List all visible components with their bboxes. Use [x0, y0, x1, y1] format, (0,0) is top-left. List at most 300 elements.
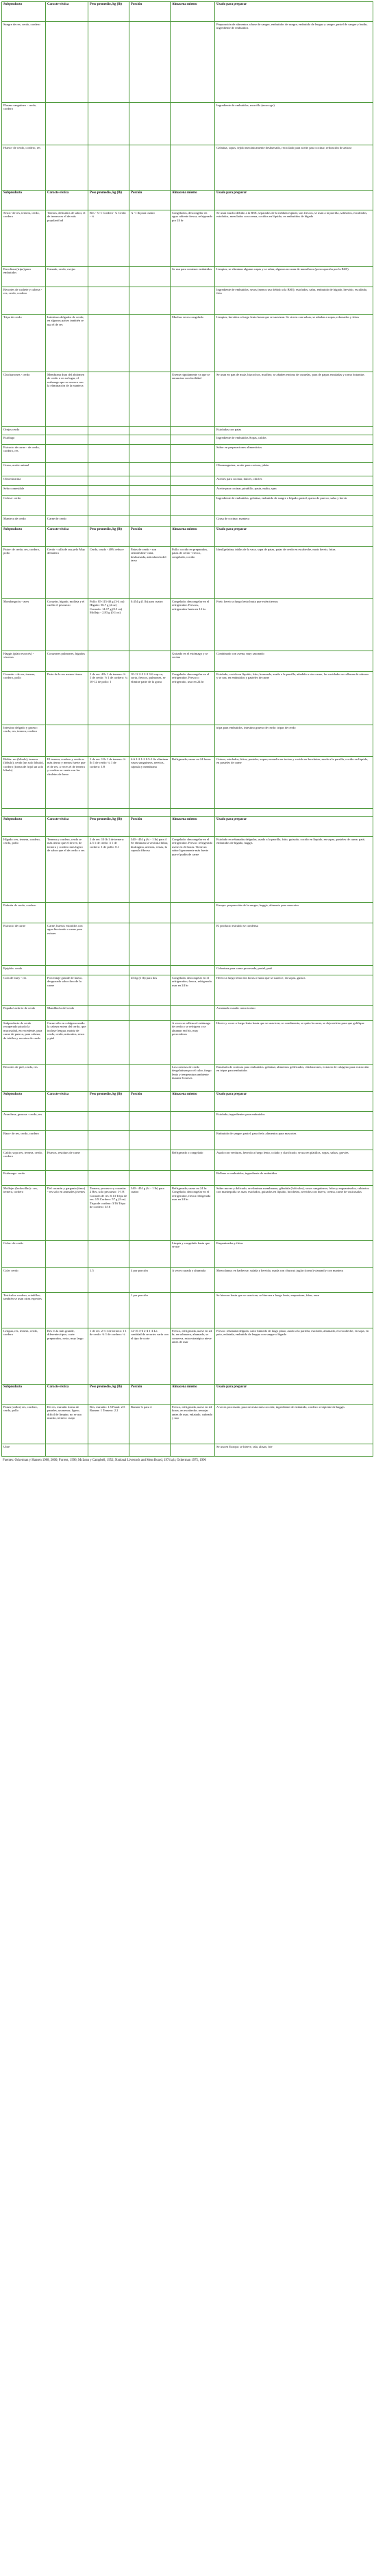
table-row	[2, 445, 373, 463]
table-cell: Los cortezas de cerdo desgelatinan por el calor, fuego lento y temperatura ambiente durante 6 meses	[171, 1065, 215, 1092]
table-cell: Pollo: cocido en preparados, patas de cerdo - fresco, congelado, cocido	[171, 547, 215, 599]
table-cell: Fresco: rebanada delgada, calor húmedo de largo plazo, asado a la parrilla, estofado, ahumado, en escabeche, en sopa, en pato, enlatada, embutido de lengua con sangre o hígado	[215, 1328, 373, 1385]
table-cell: Colas- de cerdo	[2, 1241, 46, 1268]
table-cell: Se usa para contener embutidos	[171, 267, 215, 287]
column-header: Usado para preparar	[215, 1385, 373, 1405]
table-cell: Envoltura (tripa) para embutidos	[2, 267, 46, 287]
table-cell	[129, 315, 171, 372]
column-header: Subproducto	[2, 1092, 46, 1112]
column-header: Porción	[129, 1385, 171, 1405]
table-cell	[88, 287, 129, 315]
column-header: Caracte-rística	[46, 191, 88, 210]
table-cell: Extracto de carne	[2, 923, 46, 966]
table-cell: Carne, huesos extraídos con agua hirviendo o carne para extraer	[46, 923, 88, 966]
table-cell: Cerdo, crudo - 48% reduce	[88, 547, 129, 599]
table-cell: Se usan en pan de maíz, bizcochos, muffins; se añaden encima de cazuelas, para de papas ensaladas y como botanitas	[215, 372, 373, 427]
table-row	[2, 672, 373, 725]
table-cell	[88, 1131, 129, 1150]
table-cell	[88, 1065, 129, 1092]
table-cell	[88, 315, 129, 372]
table-cell	[129, 103, 171, 145]
table-row	[2, 1112, 373, 1131]
table-cell	[46, 287, 88, 315]
table-cell: Empanizadas y fritas	[215, 1241, 373, 1268]
table-cell	[46, 145, 88, 191]
table-cell: Congelado: descongelar en el refrigerador. Fresco o refrigerado, usar en 24 hr	[171, 672, 215, 725]
table-cell	[171, 22, 215, 103]
table-cell: 340 - 454 g (¾ - 1 lb) para cuatro	[129, 1186, 171, 1241]
table-cell	[129, 903, 171, 923]
table-cell: Se usan mucho debido a la BSE, separados de la médula espinal, son frescos, se usan a la parrilla, salteados, escalfados, estofados, mezclados con crema, cocidos en líquido, en embutidos de hígado	[215, 210, 373, 267]
table-cell: Hueso- de cerdo, cordero, res	[2, 145, 46, 191]
table-row	[2, 1241, 373, 1268]
header-row	[2, 191, 373, 210]
table-cell: Congelado; descongelar en el refrigerador. Frescos, refrigerados hasta en 12 hr.	[171, 599, 215, 651]
table-cell: Oleomargarina, aceite para cocinar, jabón	[215, 463, 373, 476]
table-cell: Emulsión de cortezas para embutidos; gelatina; alimentos gelificados, chicharrones, extracto de colágeno para extracción en tripas para embutidos	[215, 1065, 373, 1092]
table-cell: Corazón - de res, ternera, cordero, pollo	[2, 672, 46, 725]
column-header: Almacena miento	[171, 2, 215, 22]
table-cell	[129, 372, 171, 427]
column-header: Subproducto	[2, 1385, 46, 1405]
table-cell	[129, 1065, 171, 1092]
table-cell: Ganado, cerdo, ovejas	[46, 267, 88, 287]
table-cell: Cola- cerdo	[2, 1268, 46, 1293]
table-row	[2, 476, 373, 486]
table-cell: Porcentaje grande de hueso, desgarrado sabor fino de la carne	[46, 975, 88, 1006]
table-cell	[46, 103, 88, 145]
table-cell: 12-16 3-6 2-4 1-4 La cantidad de recortes varía con el tipo de corte	[129, 1328, 171, 1385]
table-cell	[129, 923, 171, 966]
column-header: Caracte-rística	[46, 817, 88, 837]
table-cell: Res - ¾-1 Cordero- ¼ Cerdo - ¼	[88, 210, 129, 267]
table-cell	[88, 103, 129, 145]
table-row	[2, 496, 373, 516]
table-cell: Corazón, hígado, molleja y el cuello el pescuezo	[46, 599, 88, 651]
table-cell: Preparación de alimentos a base de sangre, embutidos de sangre, embutido de lengua y sangre, pastel de sangre y budín, ingrediente de embutidos	[215, 22, 373, 103]
table-cell	[171, 445, 215, 463]
column-header: Porción	[129, 817, 171, 837]
column-header: Usado para preparar	[215, 1092, 373, 1112]
table-cell: Cola de buey - res	[2, 975, 46, 1006]
column-header: Subproducto	[2, 2, 46, 22]
table-cell: Congelados, descongelar en agua caliente fresca, refrigerado por 24 hr	[171, 210, 215, 267]
table-cell	[171, 145, 215, 191]
column-header: Porción	[129, 1092, 171, 1112]
table-cell: Patos de cerdo - son semidesline- rada, deshuesada, articulación del tarso	[129, 547, 171, 599]
column-header: Usado para preparar	[215, 527, 373, 547]
table-cell: Combinado con avena, muy sazonado	[215, 651, 373, 672]
table-cell	[46, 1112, 88, 1131]
table-cell: Huesos, residuos de carne	[46, 1150, 88, 1171]
table-cell: Intestino delgado y grueso: cerdo, res, ternera, cordero	[2, 725, 46, 757]
column-header: Peso promedio, kg (lb)	[88, 817, 129, 837]
table-cell	[46, 435, 88, 445]
table-cell: Ternera y cordero, cerdo se más tierno que el de res; de ternera y cordero más ligero de sabor que el de cerdo o res	[46, 837, 88, 903]
table-cell: Ingrediente de embutidos, morcilla (morcogo)	[215, 103, 373, 145]
table-cell	[129, 267, 171, 287]
table-cell: A menudo curado como tocino	[215, 1006, 373, 1021]
table-cell: Estofado, cocido en líquido, frito, horneado, asado a la parrilla, añadido a otra carne, las cavidades se rellenan de adereso y se usa, en embutidos y pasteles de carne	[215, 672, 373, 725]
table-cell: Caldo; sopa res, ternera, cerdo, cordero	[2, 1150, 46, 1171]
table-cell	[129, 145, 171, 191]
table-cell: Ideal/gelatina, tablas de la vaca, sopa de patas, patas de cerdo en escabeche, nazis hervir, fritas	[215, 547, 373, 599]
table-cell	[129, 1444, 171, 1457]
table-cell: Haggis (plato escocés) - vísceras	[2, 651, 46, 672]
column-header: Almacena miento	[171, 191, 215, 210]
table-cell	[2, 809, 46, 817]
table-cell: 4 por porción	[129, 1268, 171, 1293]
table-cell	[171, 809, 215, 817]
table-row	[2, 1006, 373, 1021]
table-row	[2, 837, 373, 903]
table-cell: Tiernos, delicados de sabor, el de ternera es el de más popularid ad	[46, 210, 88, 267]
table-cell	[129, 1241, 171, 1268]
table-cell: 454 g (1 lb) para dos	[129, 975, 171, 1006]
table-cell	[46, 476, 88, 486]
table-cell	[88, 372, 129, 427]
table-cell	[88, 809, 129, 817]
table-cell	[129, 725, 171, 757]
table-cell	[88, 1293, 129, 1328]
table-cell: Sangre de res, cerdo, cordero	[2, 22, 46, 103]
table-cell: Arrachera, grasosa - cerdo, res	[2, 1112, 46, 1131]
table-cell	[46, 445, 88, 463]
table-row	[2, 903, 373, 923]
table-cell: Recortes de cachete y cabeza - res, cerdo, cordero	[2, 287, 46, 315]
table-cell	[88, 476, 129, 486]
table-row	[2, 516, 373, 527]
table-cell: Se hierven hasta que se suavicen, se hierven a fuego lento, empanizan, fríen, asan	[215, 1293, 373, 1328]
column-header: Almacena miento	[171, 817, 215, 837]
table-cell: 340 - 454 g (¾ - 1 lb) para 4 Se eliminan la vesícula biliar, diafragma, arterias, venas, la capsula fibrosa	[129, 837, 171, 903]
table-cell	[129, 22, 171, 103]
table-cell: Plasma sanguíneo - cerdo, cordero	[2, 103, 46, 145]
table-cell: Ingrediente de embutidos, gelatina, embutido de sangre e hígado; pastel, queso de puerco, salsa y hervir	[215, 496, 373, 516]
header-row	[2, 2, 373, 22]
table-cell	[171, 463, 215, 476]
column-header: Peso promedio, kg (lb)	[88, 527, 129, 547]
table-cell: ¼ -1 lb para cuatro	[129, 210, 171, 267]
table-cell: Congelada; descongelar en el refrigerador; fresca, refrigerada usar en 24 hr	[171, 975, 215, 1006]
table-row	[2, 1293, 373, 1328]
table-cell	[46, 1293, 88, 1328]
table-cell	[46, 725, 88, 757]
table-cell: Relleno se embutidos, ingrediente de embutidos	[215, 1171, 373, 1186]
table-cell	[88, 516, 129, 527]
table-cell: Cobertura para carne procesada, pastel, paté	[215, 966, 373, 975]
table-cell: Ternera, pecuez o-y corazón: 2 Res, solo pescuezo: 1-1/8 Corazón de res: 0.13 Tripa de res: 1/8 Cordero: 57 g (2 oz) Tripa de cordero: 3/16 Tripa de cordero: 3/16	[88, 1186, 129, 1241]
table-cell	[129, 287, 171, 315]
table-cell	[88, 145, 129, 191]
table-cell: Res, estriado: 1.5 Panal: 2.5 Rumen: 1 Ternero: 2.2	[88, 1405, 129, 1444]
table-cell: 1 por porción	[129, 1293, 171, 1328]
table-row	[2, 725, 373, 757]
header-row	[2, 1092, 373, 1112]
table-row	[2, 486, 373, 496]
table-row	[2, 1186, 373, 1241]
table-cell	[129, 1150, 171, 1171]
column-header: Caracte-rística	[46, 1092, 88, 1112]
table-cell	[46, 496, 88, 516]
table-cell: Hervir a fuego lento dos horas o hasta que se suavice, en sopas, guisos	[215, 975, 373, 1006]
table-cell	[46, 1268, 88, 1293]
table-cell: Gelatina, sopas, tejido mecánicamente deshuesado, recicilado para aceite para cocinar, refinación de azúcar	[215, 145, 373, 191]
table-cell: Congelado: descongelar en el refrigerador. Fresco: refrigerado usese en 24 horas. Tiene un sabor ligeramente más fuerte que el pudín de carne	[171, 837, 215, 903]
table-cell: Manteca de cerdo	[2, 516, 46, 527]
table-cell: Limpios, se eliminan algunas capas y se salan, algunos no usan de mamíferos (preocupación por la BSE)	[215, 267, 373, 287]
table-row	[2, 923, 373, 966]
table-row	[2, 975, 373, 1006]
table-cell: Embutido de sangre; pastel, para freír; alimentos para mascotes	[215, 1131, 373, 1150]
table-cell: tripa para embutidos, intestino grueso de cerdo: tripas de cerdo	[215, 725, 373, 757]
table-cell	[88, 427, 129, 435]
table-cell	[88, 725, 129, 757]
table-cell: Ingrediente de embutidos Sopas, caldos	[215, 435, 373, 445]
table-cell	[88, 651, 129, 672]
table-cell: Epiplón: cerdo	[2, 966, 46, 975]
table-row	[2, 287, 373, 315]
table-cell: 0.454 g (1 lb) para cuatro	[129, 599, 171, 651]
table-cell	[129, 427, 171, 435]
table-cell	[88, 22, 129, 103]
table-cell	[46, 1241, 88, 1268]
table-cell: Membrana dura del abdomen de cerdo o en su lugar, el estómago que se reserva con la eliminación de la manteca	[46, 372, 88, 427]
table-cell: 1.5	[88, 1268, 129, 1293]
table-cell: Riñón: res (lóbulo), ternera (lóbulo), cerdo (un solo lóbulo), cordero (forma de frijol un solo lóbulo)	[2, 757, 46, 809]
column-header: Peso promedio, kg (lb)	[88, 191, 129, 210]
table-cell: Estofado en rebanadas delgadas, asado a la parrilla, frito, guisado, cocido en líquido, en sopas, pasteles de carne, paté, embutidos de hígado, haggis	[215, 837, 373, 903]
table-cell: 1 de res: 10 lb 1 de ternera: 2.5 1 de cerdo: 3 1 de cordero: 1 de pollo: 0.1	[88, 837, 129, 903]
table-row	[2, 809, 373, 817]
table-cell: Hígado: res, ternera, cordero, cerdo, pollo	[2, 837, 46, 903]
table-cell: Mondongo/as - aves	[2, 599, 46, 651]
table-row	[2, 1444, 373, 1457]
table-cell	[129, 1021, 171, 1065]
column-header: Caracte-rística	[46, 2, 88, 22]
table-cell	[46, 22, 88, 103]
table-row	[2, 599, 373, 651]
table-cell: Mandíbul a del cerdo	[46, 1006, 88, 1021]
table-cell: Del corazón y garganta (timo) - res solo en animales jóvenes	[46, 1186, 88, 1241]
column-header: Peso promedio, kg (lb)	[88, 2, 129, 22]
table-cell: 10-12 2-3 2-3 3-6 cap-cu, sorta, frescos, pulmones, se elimine parte de la grasa	[129, 672, 171, 725]
table-cell	[171, 1112, 215, 1131]
header-row	[2, 1385, 373, 1405]
table-row	[2, 427, 373, 435]
table-row	[2, 22, 373, 103]
table-cell	[129, 966, 171, 975]
table-cell: Rumen ¾ para 4	[129, 1405, 171, 1444]
column-header: Almacena miento	[171, 527, 215, 547]
table-cell: Muchas veces congelado	[171, 315, 215, 372]
table-row	[2, 547, 373, 599]
table-cell: Oleoestearina	[2, 476, 46, 486]
table-cell: Usense rápidamente ya que se enrancian con facilidad	[171, 372, 215, 427]
column-header: Almacena miento	[171, 1092, 215, 1112]
table-cell	[171, 1444, 215, 1457]
table-cell: Panza (callos) res, cordero, cerdo, pollo	[2, 1405, 46, 1444]
table-cell	[171, 476, 215, 486]
table-cell: Bazo- de res, cerdo, cordero	[2, 1131, 46, 1150]
table-cell: Guisos, estofados, fritos, pasteles, sopas; envuelto en tocino y cocido en brochetas, asado a la parrilla, cocido en líquido, en pasteles de carne	[215, 757, 373, 809]
table-cell: Sebo comestible	[2, 486, 46, 496]
table-cell: Mezcolanza; en barbecue, salada y hervida, usada con chucrut; juglar (como) vianand y con manteca	[215, 1268, 373, 1293]
column-header: Subproducto	[2, 191, 46, 210]
table-cell	[129, 516, 171, 527]
table-cell	[88, 267, 129, 287]
table-cell	[129, 1171, 171, 1186]
table-cell	[171, 287, 215, 315]
table-cell	[129, 496, 171, 516]
table-cell	[88, 923, 129, 966]
table-cell	[46, 1065, 88, 1092]
table-row	[2, 1065, 373, 1092]
table-cell: Papada/cache te de cerdo	[2, 1006, 46, 1021]
table-cell	[171, 103, 215, 145]
table-cell	[171, 725, 215, 757]
table-row	[2, 1150, 373, 1171]
table-cell: El ternera, cordero y cerdo es más tierno y menos fuerte que el de res, a veces el de ternera y cordero se venta con las chuletas de lomo	[46, 757, 88, 809]
table-cell	[171, 1171, 215, 1186]
table-row	[2, 372, 373, 427]
column-header: Peso promedio, kg (lb)	[88, 1385, 129, 1405]
table-cell	[129, 809, 171, 817]
table-cell: A veces curada y ahumada	[171, 1268, 215, 1293]
table-cell: 1 de res: 4 lb 1 de ternera: ¾ 1 de cerdo: ½ 1 de cordero: ¼ 10-12 de pollo: 1	[88, 672, 129, 725]
table-cell	[129, 1131, 171, 1150]
table-cell: 1 de res: 1 lb 1 de ternera: ¾ lb 1 de cerdo: ¼ 1 de cordero: 1/8	[88, 757, 129, 809]
table-row	[2, 1171, 373, 1186]
table-cell: Aceite para cocinar, pirañillo, pasta, malta, spm	[215, 486, 373, 496]
table-cell: Recortes de piel, cerdo, res	[2, 1065, 46, 1092]
column-header: Porción	[129, 191, 171, 210]
table-cell	[88, 463, 129, 476]
column-header: Usado para preparar	[215, 191, 373, 210]
table-row	[2, 1405, 373, 1444]
table-cell	[129, 476, 171, 486]
table-cell	[171, 923, 215, 966]
table-cell	[129, 651, 171, 672]
table-cell: Orejas cerdo	[2, 427, 46, 435]
table-cell: Fresco, refrigerada, usese en 24 horas, en escabeche, remojar antes de usar, enlatado, cubeado y ta;o	[171, 1405, 215, 1444]
table-cell	[46, 966, 88, 975]
table-cell	[171, 427, 215, 435]
table-cell: Lengua, res, ternera, cerdo, cordero	[2, 1328, 46, 1385]
table-cell: De res, estriado forma de paneles, un menor, ligero, difícil de limpiar, no se usa mucho, ternero: cuajo	[46, 1405, 88, 1444]
column-header: Subproducto	[2, 817, 46, 837]
table-cell: Freír, hervir a fuego lento hasta que estén tiernos	[215, 599, 373, 651]
table-cell: Grasa, aceite animal	[2, 463, 46, 476]
table-cell: Mollejas (lechecillas) - res, ternera, cordero	[2, 1186, 46, 1241]
column-header: Peso promedio, kg (lb)	[88, 1092, 129, 1112]
table-cell	[88, 1150, 129, 1171]
column-header: Caracte-rística	[46, 527, 88, 547]
byproducts-table	[1, 1, 373, 1457]
table-cell: Carne de cerdo	[46, 516, 88, 527]
sources-footer: Fuentes: Ockerman y Hansen 1988, 2000; Forrest, 1996; McLean y Campbell, 1952; National Livestock and Meat Board, 1974 a,b; Ockerman 1975, 1996	[3, 1459, 206, 1462]
table-cell: Ingrediente de embutidos; sesos (menos uso debido a la BSE); estofados, salsa, embutido de hígado, hervido, escalfado, frito	[215, 287, 373, 315]
table-cell	[46, 1131, 88, 1150]
table-cell: Limpios, hervidos a fuego lento hasta que se suavizan. Se sirven con salsas, se añaden a sopas, rebozados y fritos	[215, 315, 373, 372]
table-cell	[88, 1006, 129, 1021]
table-row	[2, 267, 373, 287]
table-cell: Fresco, refrigerada, usese en 24 hr, en salmuera, ahumado, se conserva, esta estratégica nieve antes de usar	[171, 1328, 215, 1385]
table-row	[2, 103, 373, 145]
table-cell	[46, 1171, 88, 1186]
table-cell: Pulmón de cerdo, cordero	[2, 903, 46, 923]
table-cell	[129, 463, 171, 476]
table-cell: Se usa en Europa: se hierve, rala, alisan, frie	[215, 1444, 373, 1457]
table-cell: Tripa de cerdo	[2, 315, 46, 372]
table-cell	[88, 1171, 129, 1186]
table-cell	[129, 435, 171, 445]
table-cell: A veces procesado, para necesita más cocción; ingrediente de embutido, cordero: recipiente de haggis	[215, 1405, 373, 1444]
table-cell: Parte de la res menos tierna	[46, 672, 88, 725]
table-cell	[171, 1006, 215, 1021]
table-cell	[46, 486, 88, 496]
table-cell	[215, 809, 373, 817]
table-row	[2, 1268, 373, 1293]
table-cell: Sesos- de res, ternera, cerdo, cordero	[2, 210, 46, 267]
table-cell: Subproducto de cerdo recuperado picado la mucosidad, en excedente, para carne de puerco, para cabeza, de tobilos y recortes de cerdo	[2, 1021, 46, 1065]
table-cell	[88, 1112, 129, 1131]
column-header: Porción	[129, 527, 171, 547]
table-row	[2, 966, 373, 975]
table-cell	[129, 1112, 171, 1131]
table-cell	[46, 427, 88, 435]
header-row	[2, 817, 373, 837]
table-cell	[88, 966, 129, 975]
table-cell: Sabor en preparaciones alimenticias	[215, 445, 373, 463]
column-header: Usado para preparar	[215, 817, 373, 837]
table-cell: Estómago- cerdo	[2, 1171, 46, 1186]
table-cell	[88, 486, 129, 496]
table-cell: Guisado en el estómago y se cocina	[171, 651, 215, 672]
table-cell: Limpia y congelado hasta que se use	[171, 1241, 215, 1268]
table-cell	[171, 435, 215, 445]
table-cell	[171, 966, 215, 975]
table-cell	[171, 486, 215, 496]
table-row	[2, 651, 373, 672]
table-cell: Intestinos delgados de cerdo; en algunos países también se usa el de res	[46, 315, 88, 372]
table-cell: Saber mover y delicado; se eliminan membranas, glándula (folículos), vasos sanguíneos; frítos y enguanteados, cubiertos con mantequilla se asan, estofados, guisados en líquido, brochetas, servidos con huevo, crema, carne de vasicasalas	[215, 1186, 373, 1241]
table-cell: Hervir y cocer a fuego lento hasta que se suavicen; se condimenta, se quita la carne, se deja enfriar para que gelifique	[215, 1021, 373, 1065]
table-cell: Asado con verduras, hervido a fuego lento, colado y clarificado, se usa en platillos, sopas, salsas, gravies	[215, 1150, 373, 1171]
table-cell: Carne sólo en colágeno unido la cabeza entera del cerdo, que incluye lengua, matriz de cerdo, cerdo, músculos, sesos y piel	[46, 1021, 88, 1065]
table-row	[2, 463, 373, 476]
table-cell	[46, 463, 88, 476]
table-cell: Res es la más grande, diferentes tipos, corte preparados, rosto, muy largo	[46, 1328, 88, 1385]
table-cell: Europa: preparación de la sangre, haggis, alimento para mascotes	[215, 903, 373, 923]
table-cell: Pollo: 85-115-40 g (3-4 oz) Hígado: 56.7 g (2 oz) Corazón: 14.17 g (0.5 oz) Molleja - 2.83 g (0.1 oz)	[88, 599, 129, 651]
table-cell: Chicharrones - cerdo	[2, 372, 46, 427]
table-cell	[129, 445, 171, 463]
table-row	[2, 210, 373, 267]
table-row	[2, 435, 373, 445]
table-cell: Refrigerado; usese en 24 hr. Congelado, descongelar en el refrigerador, fresca refrigerada usar en 24 hr	[171, 1186, 215, 1241]
column-header: Caracte-rística	[46, 1385, 88, 1405]
table-row	[2, 1021, 373, 1065]
table-cell	[88, 496, 129, 516]
table-cell	[171, 903, 215, 923]
table-cell	[171, 496, 215, 516]
table-cell: Estofadas con patas	[215, 427, 373, 435]
column-header: Usado para preparar	[215, 2, 373, 22]
table-cell: Cerdo - calla de sus pelo Muy delantera	[46, 547, 88, 599]
table-cell: 1 de res: 2-3 1 de ternera: 1 1 de cerdo: ¾ 1 de cordero: ¼	[88, 1328, 129, 1385]
table-cell	[88, 435, 129, 445]
